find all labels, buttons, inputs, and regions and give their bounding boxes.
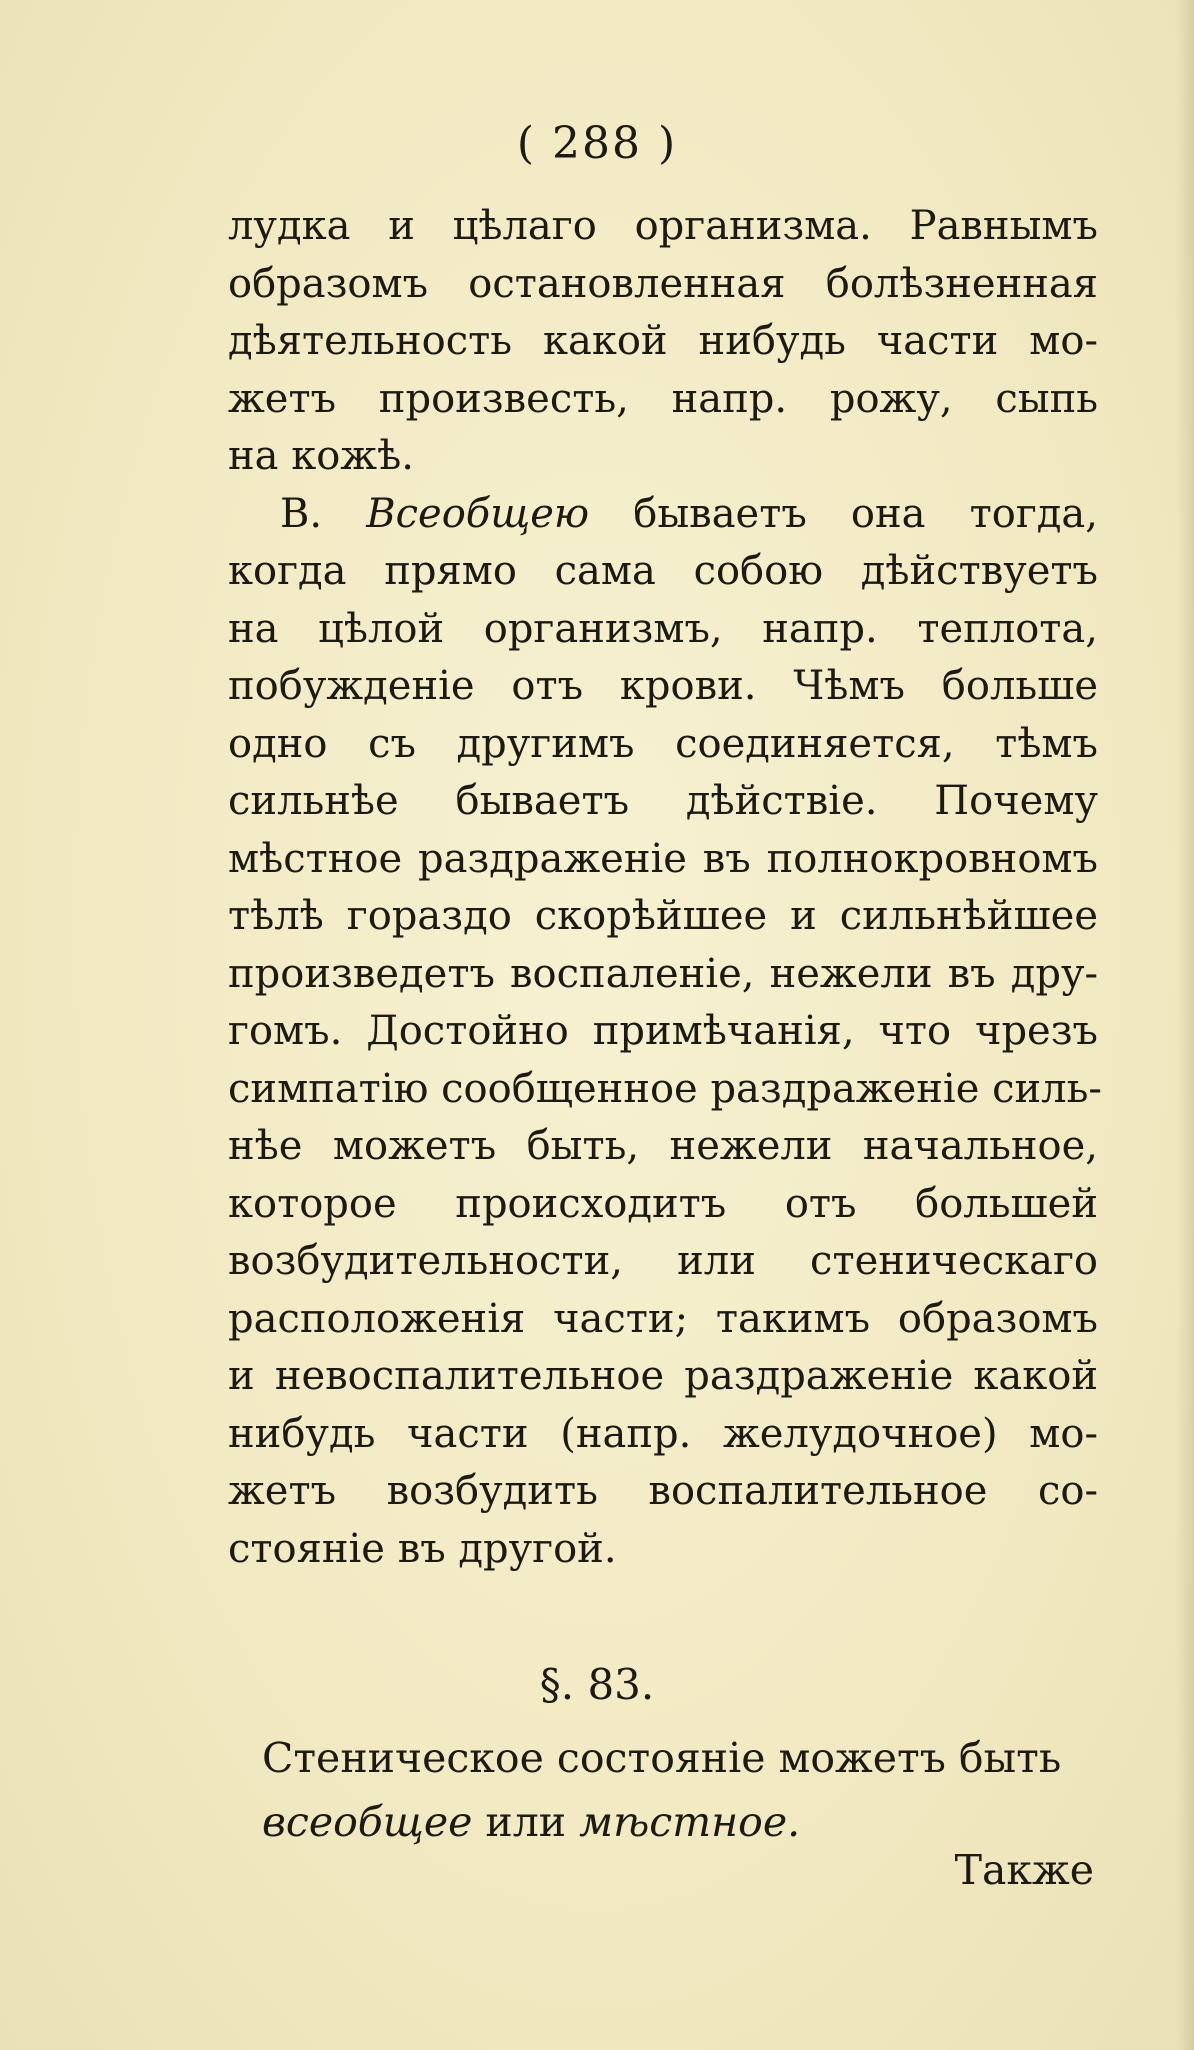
text-segment: побужденіе отъ крови. Чѣмъ больше — [228, 663, 1098, 709]
text-line — [228, 1003, 1098, 1061]
italic-text: Всеобщею — [366, 490, 590, 537]
section-text — [262, 1726, 1098, 1854]
text-line — [228, 371, 1098, 429]
text-segment: сильнѣе бываетъ дѣйствіе. Почему — [228, 778, 1098, 824]
text-segment: возбудительности, или стеническаго — [228, 1238, 1098, 1284]
text-line — [228, 256, 1098, 314]
text-line — [228, 1521, 1098, 1579]
text-line — [228, 888, 1098, 946]
text-line — [228, 543, 1098, 601]
text-segment: образомъ остановленная болѣзненная — [228, 260, 1098, 307]
text-segment: и невоспалительное раздраженіе какой — [228, 1353, 1098, 1399]
text-line — [228, 428, 1098, 486]
text-line — [228, 1233, 1098, 1291]
text-line — [228, 658, 1098, 716]
text-line — [228, 716, 1098, 774]
text-segment: произведетъ воспаленіе, нежели въ дру- — [228, 950, 1098, 997]
text-segment: мѣстное раздраженіе въ полнокровномъ — [228, 835, 1098, 882]
text-line — [228, 1061, 1102, 1119]
text-segment: одно съ другимъ соединяется, тѣмъ — [228, 720, 1098, 767]
text-line — [228, 1291, 1098, 1349]
section-heading: §. 83. — [539, 1660, 655, 1709]
page-edge-shadow — [1176, 0, 1194, 2050]
text-segment: нѣе можетъ быть, нежели начальное, — [228, 1123, 1098, 1169]
text-line — [228, 198, 1098, 256]
text-segment: дѣятельность какой нибудь части мо- — [228, 318, 1098, 364]
page-number: ( 288 ) — [516, 118, 678, 169]
text-line — [228, 601, 1098, 659]
text-segment: когда прямо сама собою дѣйствуетъ — [228, 548, 1098, 594]
text-segment: нибудь части (напр. желудочное) мо- — [228, 1410, 1098, 1457]
text-segment: лудка и цѣлаго организма. Равнымъ — [228, 203, 1098, 249]
text-segment: на кожѣ. — [228, 433, 414, 479]
text-line — [228, 946, 1098, 1004]
text-segment: бываетъ она тогда, — [589, 490, 1098, 537]
text-line — [228, 1406, 1098, 1464]
italic-text: всеобщее — [262, 1798, 473, 1846]
text-segment: стояніе въ другой. — [228, 1525, 617, 1572]
text-line — [228, 1463, 1098, 1521]
text-line — [228, 773, 1098, 831]
catchword: Также — [954, 1846, 1094, 1894]
text-segment: расположенія части; такимъ образомъ — [228, 1295, 1098, 1342]
text-line — [228, 1348, 1098, 1406]
text-line — [228, 486, 1098, 544]
text-segment: В. — [280, 490, 367, 537]
text-segment: гомъ. Достойно примѣчанія, что чрезъ — [228, 1008, 1098, 1054]
body-text — [228, 198, 1102, 1578]
text-line — [228, 313, 1098, 371]
text-line — [262, 1726, 1098, 1790]
text-segment: тѣлѣ гораздо скорѣйшее и сильнѣйшее — [228, 893, 1098, 939]
text-line — [228, 831, 1098, 889]
italic-text: мѣстное. — [579, 1798, 801, 1846]
text-segment: или — [472, 1798, 580, 1846]
text-segment: жетъ возбудить воспалительное со- — [228, 1468, 1098, 1514]
text-segment: Стеническое состояніе можетъ быть — [262, 1734, 1062, 1782]
text-segment: которое происходитъ отъ большей — [228, 1180, 1098, 1227]
text-segment: на цѣлой организмъ, напр. теплота, — [228, 605, 1098, 652]
text-segment: жетъ произвесть, напр. рожу, сыпь — [228, 375, 1098, 422]
text-segment: симпатію сообщенное раздраженіе силь- — [228, 1065, 1102, 1112]
text-line — [262, 1790, 1098, 1854]
text-line — [228, 1118, 1098, 1176]
text-line — [228, 1176, 1098, 1234]
